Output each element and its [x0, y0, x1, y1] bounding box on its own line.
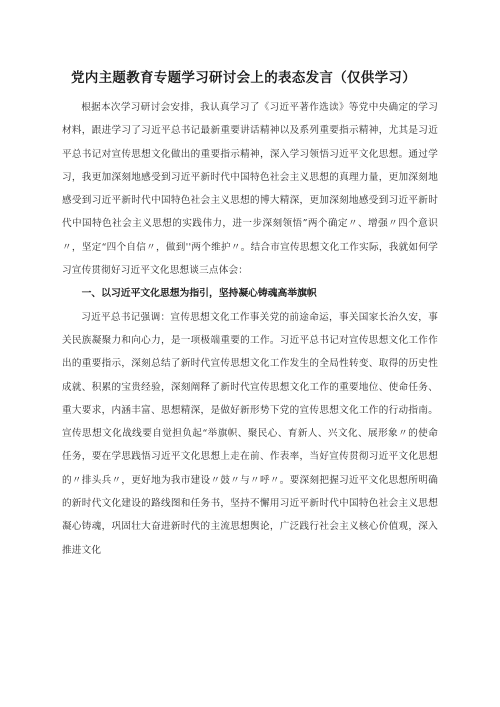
section-heading: 一、以习近平文化思想为指引，坚持凝心铸魂高举旗帜	[81, 288, 317, 300]
body-paragraph: 习近平总书记强调：宣传思想文化工作事关党的前途命运，事关国家长治久安，事关民族凝聚力和向心力，是一项极端重要的工作。习近平总书记对宣传思想文化工作作出的重要指示，深刻总结了新时代宣传思想文化工作发生的全局性转变、取得的历史性成就、积累的宝贵经验，深刻阐释了新时代宣传思想文化工作的重要地位、使命任务、重大要求，内涵丰富、思想精深，是做好新形势下党的宣传思想文化工作的行动指南。宣传思想文化战线要自觉担负起“举旗帜、聚民心、育新人、兴文化、展形象〃的使命任务，要在学思践悟习近平文化思想上走在前、作表率，当好宣传贯彻习近平文化思想的〃排头兵〃，更好地为我市建设〃鼓〃与〃呼〃。要深刻把握习近平文化思想所明确的新时代文化建设的路线图和任务书，坚持不懈用习近平新时代中国特色社会主义思想凝心铸魂，巩固壮大奋进新时代的主流思想舆论，广泛践行社会主义核心价值观，深入推进文化	[62, 311, 438, 556]
intro-paragraph: 根据本次学习研讨会安排，我认真学习了《习近平著作选读》等党中央确定的学习材料，跟进学习了习近平总书记最新重要讲话精神以及系列重要指示精神，尤其是习近平总书记对宣传思想文化做出的重要指示精神，深入学习领悟习近平文化思想。通过学习，我更加深刻地感受到习近平新时代中国特色社会主义思想的真理力量，更加深刻地感受到习近平新时代中国特色社会主义思想的博大精深，更加深刻地感受到习近平新时代中国特色社会主义思想的实践伟力，进一步深刻领悟”两个确定〃、增强〃四个意识〃，坚定“四个自信〃，做到''两个维护〃。结合市宣传思想文化工作实际，我就如何学习宣传贯彻好习近平文化思想谈三点体会：	[62, 102, 438, 277]
document-title: 党内主题教育专题学习研讨会上的表态发言（仅供学习）	[71, 70, 416, 86]
